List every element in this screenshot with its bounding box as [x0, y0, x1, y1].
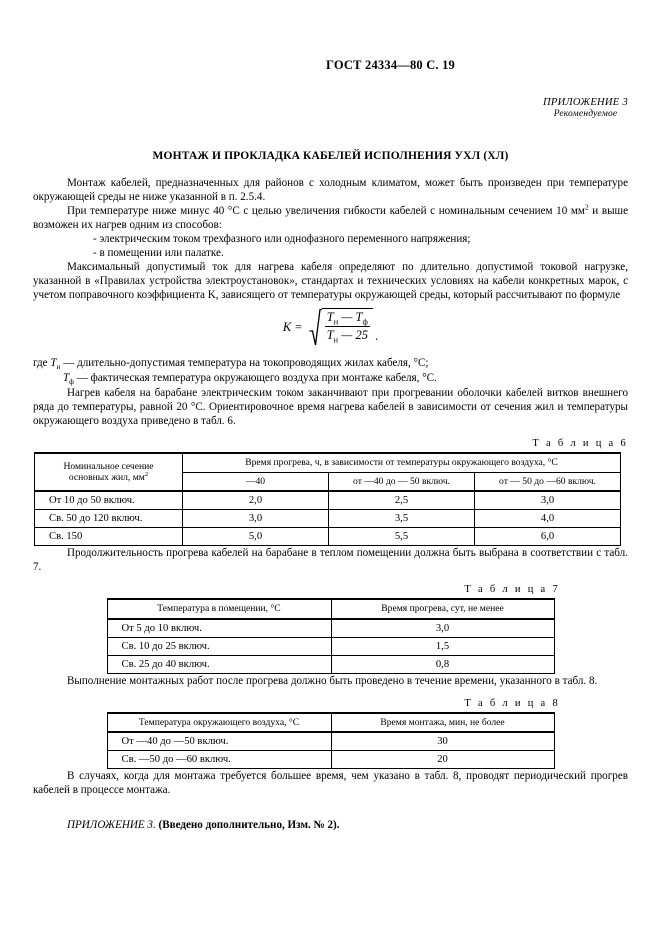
table-7-row-0-label: От 5 до 10 включ. — [107, 619, 331, 638]
numerator-symbol-b: T — [355, 310, 363, 325]
appendix-amendment-text: (Введено дополнительно, Изм. № 2). — [158, 819, 340, 832]
table-6-row-1-value-1: 3,5 — [329, 510, 475, 528]
table-row — [107, 619, 554, 638]
table-8 — [107, 712, 555, 770]
formula-lhs: K — [282, 319, 292, 334]
table-row — [107, 751, 554, 769]
table-row — [107, 655, 554, 673]
page-title: МОНТАЖ И ПРОКЛАДКА КАБЕЛЕЙ ИСПОЛНЕНИЯ УХЛ (ХЛ) — [152, 150, 509, 162]
table-6-header-col1-line2: основных жил, мм — [68, 472, 145, 484]
numerator-subscript-a: н — [333, 317, 339, 327]
legend-symbol-2-subscript: ф — [69, 377, 74, 387]
appendix-header-block — [543, 96, 628, 121]
legend-symbol-1: T — [50, 357, 57, 370]
table-7-row-2-label: Св. 25 до 40 включ. — [107, 655, 331, 673]
numerator-subscript-b: ф — [362, 317, 368, 327]
formula-legend — [33, 356, 628, 386]
table-7-header-1: Время прогрева, сут, не менее — [331, 599, 554, 619]
formula-coefficient-k — [33, 308, 628, 352]
denominator-value: 25 — [355, 328, 368, 343]
table-6-header-span: Время прогрева, ч, в зависимости от температуры окружающего воздуха, °С — [183, 453, 621, 472]
sqrt-icon — [309, 308, 322, 346]
table-8-row-1-label: Св. —50 до —60 включ. — [107, 751, 331, 769]
paragraph-2-text-b: и выше возможен их нагрев одним из способов: — [33, 205, 628, 232]
table-8-row-0-label: От —40 до —50 включ. — [107, 732, 331, 751]
table-6-row-2-value-0: 5,0 — [183, 528, 329, 546]
table-row — [35, 453, 621, 472]
formula-trailing-punctuation: . — [374, 329, 379, 344]
legend-definition-1: — длительно-допустимая температура на токопроводящих жилах кабеля, °С; — [63, 357, 429, 370]
table-8-row-0-value: 30 — [331, 732, 554, 751]
table-6-row-0-label: От 10 до 50 включ. — [35, 491, 183, 510]
denominator-symbol-a: T — [326, 328, 334, 343]
appendix-amendment-label: ПРИЛОЖЕНИЕ 3. — [67, 819, 156, 832]
table-7-row-1-label: Св. 10 до 25 включ. — [107, 637, 331, 655]
table-6-row-1-value-0: 3,0 — [183, 510, 329, 528]
table-7-row-1-value: 1,5 — [331, 637, 554, 655]
table-row — [35, 528, 621, 546]
formula-equals: = — [294, 319, 303, 334]
table-6-header-col1-superscript: 2 — [144, 471, 149, 479]
table-8-header-0: Температура окружающего воздуха, °С — [107, 713, 331, 733]
legend-symbol-1-subscript: н — [56, 362, 61, 372]
table-6 — [34, 452, 621, 546]
paragraph-2 — [33, 204, 628, 232]
table-7-row-0-value: 3,0 — [331, 619, 554, 638]
table-6-subheader-0: —40 — [183, 472, 329, 491]
paragraph-6: Выполнение монтажных работ после прогрева должно быть проведено в течение времени, указанного в табл. 8. — [67, 674, 598, 687]
appendix-amendment-note — [33, 819, 628, 831]
legend-symbol-2: T — [63, 372, 70, 385]
table-6-row-1-value-2: 4,0 — [475, 510, 621, 528]
table-row — [107, 599, 554, 619]
appendix-label: ПРИЛОЖЕНИЕ 3 — [543, 97, 628, 108]
table-row — [35, 510, 621, 528]
fraction-denominator — [325, 326, 370, 343]
legend-row-1 — [33, 356, 628, 371]
table-8-caption: Т а б л и ц а 8 — [464, 697, 560, 709]
paragraph-2-text-a: При температуре ниже минус 40 °С с целью увеличения гибкости кабелей с номинальным сечением 10 мм — [67, 205, 585, 218]
legend-lead: где — [33, 357, 48, 370]
denominator-minus: — — [341, 328, 353, 343]
paragraph-7: В случаях, когда для монтажа требуется большее время, чем указано в табл. 8, проводят периодический прогрев кабелей в процессе монтажа. — [33, 770, 628, 797]
table-6-subheader-1: от —40 до — 50 включ. — [329, 472, 475, 491]
table-7-row-2-value: 0,8 — [331, 655, 554, 673]
legend-row-2 — [33, 371, 628, 386]
fraction — [322, 308, 373, 346]
table-6-subheader-2: от — 50 до —60 включ. — [475, 472, 621, 491]
legend-definition-2: — фактическая температура окружающего воздуха при монтаже кабеля, °С. — [76, 372, 437, 385]
fraction-numerator — [325, 309, 370, 326]
table-6-row-0-value-1: 2,5 — [329, 491, 475, 510]
table-6-row-2-label: Св. 150 — [35, 528, 183, 546]
table-6-caption: Т а б л и ц а 6 — [532, 438, 628, 450]
table-6-row-0-value-2: 3,0 — [475, 491, 621, 510]
table-row — [107, 637, 554, 655]
table-6-header-col1-line1: Номинальное сечение — [63, 460, 154, 472]
table-6-row-2-value-2: 6,0 — [475, 528, 621, 546]
table-7-header-0: Температура в помещении, °С — [107, 599, 331, 619]
paragraph-2-superscript: 2 — [584, 202, 589, 212]
running-head: ГОСТ 24334—80 С. 19 — [326, 58, 455, 72]
table-6-row-1-label: Св. 50 до 120 включ. — [35, 510, 183, 528]
bullet-item-1: - электрическим током трехфазного или однофазного переменного напряжения; — [93, 233, 471, 246]
table-7 — [107, 598, 555, 674]
paragraph-3: Максимальный допустимый ток для нагрева кабеля определяют по длительно допустимой токовой нагрузке, указанной в «Правилах устройства электроустановок», стандартах и технических условиях на кабели конкретных марок, с учетом поправочного коэффициента K, зависящего от температуры окружающей среды, который рассчитывают по формуле — [33, 261, 628, 302]
document-content — [33, 150, 628, 831]
table-8-header-1: Время монтажа, мин, не более — [331, 713, 554, 733]
table-6-row-0-value-0: 2,0 — [183, 491, 329, 510]
table-6-row-2-value-1: 5,5 — [329, 528, 475, 546]
appendix-status: Рекомендуемое — [553, 109, 618, 120]
square-root-group — [309, 308, 373, 346]
numerator-minus: — — [341, 310, 353, 325]
table-6-header-col1 — [35, 453, 183, 491]
denominator-subscript-a: н — [333, 335, 339, 345]
table-row — [35, 491, 621, 510]
numerator-symbol-a: T — [326, 310, 334, 325]
table-8-row-1-value: 20 — [331, 751, 554, 769]
paragraph-1: Монтаж кабелей, предназначенных для районов с холодным климатом, может быть произведен при температуре окружающей среды не ниже указанной в п. 2.5.4. — [33, 177, 628, 204]
table-row — [107, 732, 554, 751]
table-row — [107, 713, 554, 733]
table-7-caption: Т а б л и ц а 7 — [464, 584, 560, 596]
bullet-item-2: - в помещении или палатке. — [93, 247, 224, 260]
paragraph-5: Продолжительность прогрева кабелей на барабане в теплом помещении должна быть выбрана в соответствии с табл. 7. — [33, 547, 628, 574]
paragraph-4: Нагрев кабеля на барабане электрическим током заканчивают при прогревании оболочки кабелей витков внешнего ряда до температуры, равной 20 °С. Ориентировочное время нагрева кабелей в зависимости от сечения жил и температуры окружающего воздуха приведено в табл. 6. — [33, 387, 628, 428]
